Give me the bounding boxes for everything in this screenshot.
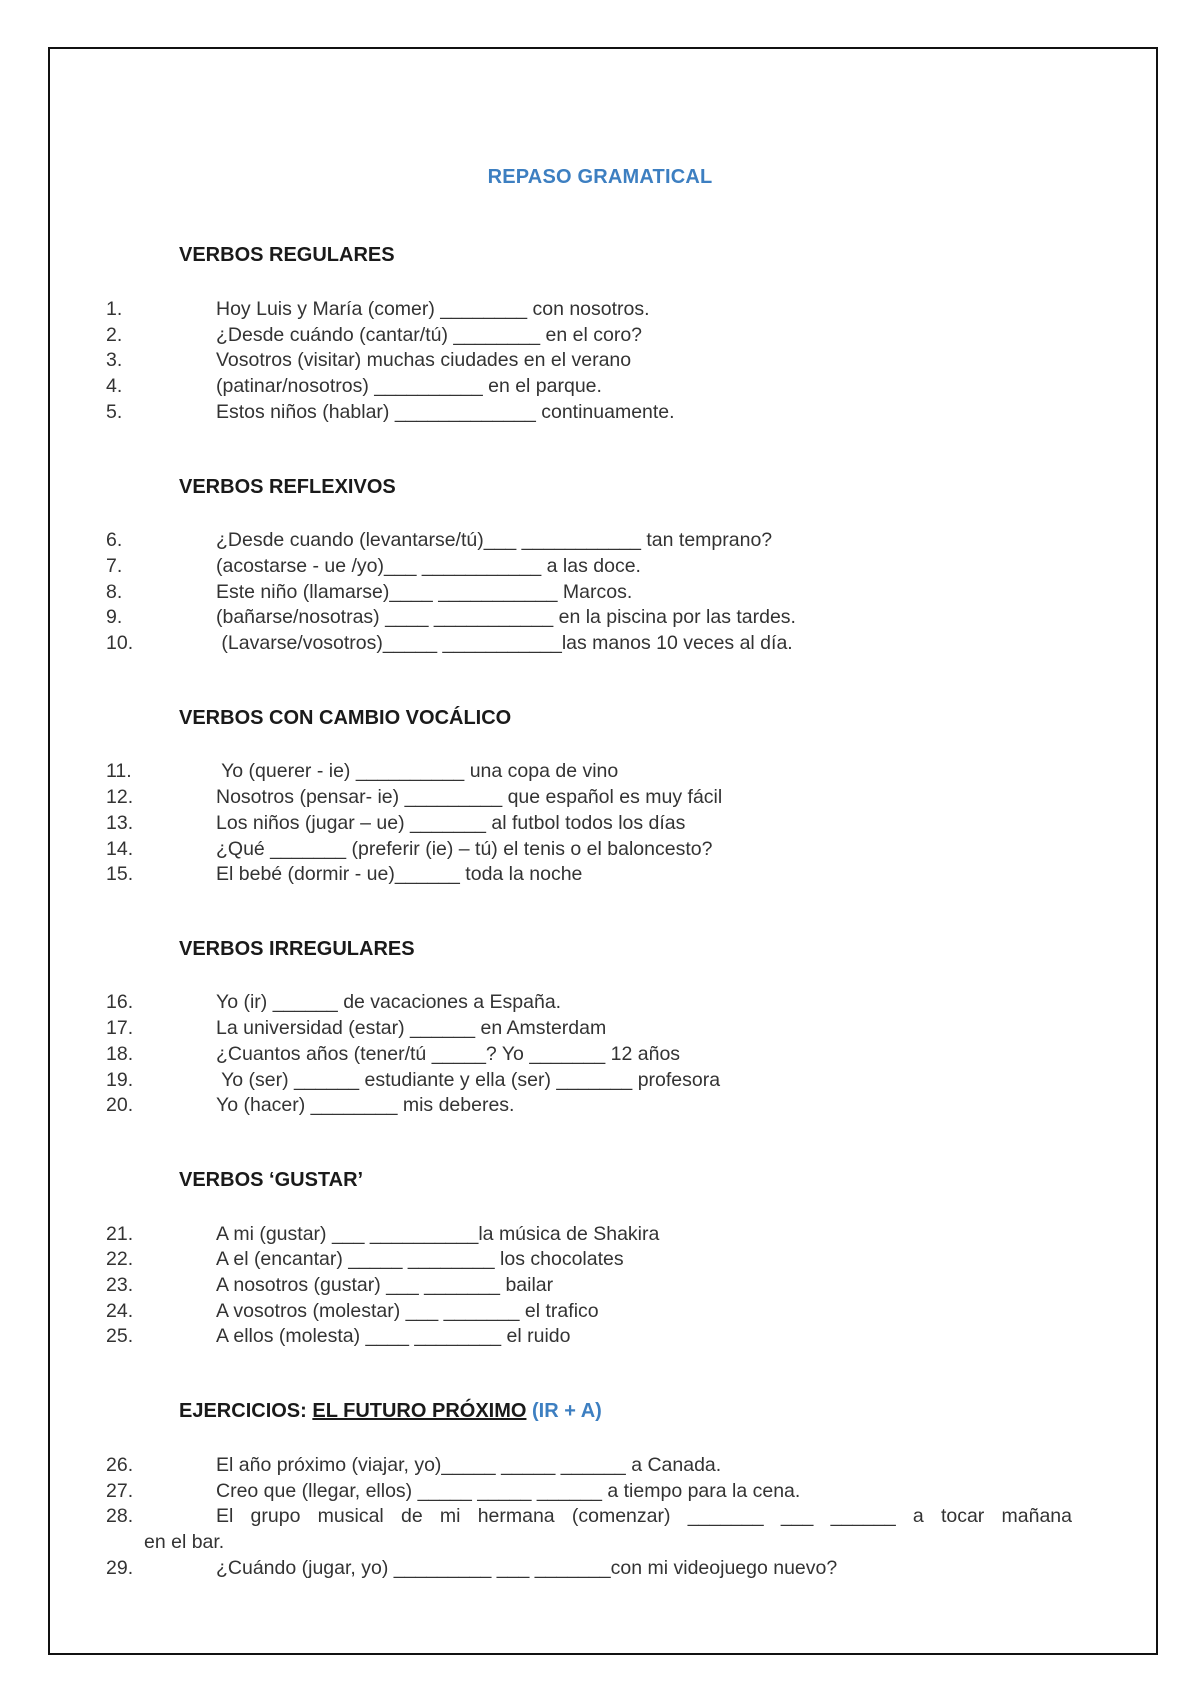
item-text: ¿Desde cuando (levantarse/tú)___ ___________ tan temprano?: [216, 529, 773, 551]
item-number: 27.: [106, 1480, 134, 1502]
item-number: 6.: [106, 529, 123, 551]
section-heading-verbos-reflexivos: VERBOS REFLEXIVOS: [179, 476, 396, 498]
section-heading-verbos-regulares: VERBOS REGULARES: [179, 244, 395, 266]
item-text: La universidad (estar) ______ en Amsterdam: [216, 1017, 607, 1039]
item-text: (Lavarse/vosotros)_____ ___________las manos 10 veces al día.: [216, 632, 793, 654]
heading-underlined: EL FUTURO PRÓXIMO: [312, 1400, 527, 1422]
item-text: ¿Cuantos años (tener/tú _____? Yo _______ 12 años: [216, 1043, 681, 1065]
item-number: 23.: [106, 1274, 134, 1296]
item-text: Yo (ir) ______ de vacaciones a España.: [216, 991, 562, 1013]
item-text: A nosotros (gustar) ___ _______ bailar: [216, 1274, 554, 1296]
item-text: El grupo musical de mi hermana (comenzar) _______ ___ ______ a tocar mañana: [216, 1505, 1072, 1527]
item-number: 11.: [106, 760, 132, 782]
item-text: Yo (hacer) ________ mis deberes.: [216, 1094, 515, 1116]
item-text: Yo (ser) ______ estudiante y ella (ser) _______ profesora: [216, 1069, 721, 1091]
item-number: 18.: [106, 1043, 134, 1065]
item-text: Vosotros (visitar) muchas ciudades en el verano: [216, 349, 632, 371]
heading-accent: (IR + A): [526, 1400, 602, 1422]
item-number: 13.: [106, 812, 134, 834]
item-number: 10.: [106, 632, 134, 654]
item-text: Creo que (llegar, ellos) _____ _____ ______ a tiempo para la cena.: [216, 1480, 801, 1502]
item-text: A ellos (molesta) ____ ________ el ruido: [216, 1325, 571, 1347]
item-text-continuation: en el bar.: [144, 1531, 225, 1553]
item-text: Yo (querer - ie) __________ una copa de vino: [216, 760, 619, 782]
section-heading-verbos-cambio-vocalico: VERBOS CON CAMBIO VOCÁLICO: [179, 707, 512, 729]
section-heading-verbos-gustar: VERBOS ‘GUSTAR’: [179, 1169, 364, 1191]
item-number: 29.: [106, 1557, 134, 1579]
section-heading-verbos-irregulares: VERBOS IRREGULARES: [179, 938, 415, 960]
item-number: 5.: [106, 401, 123, 423]
item-number: 20.: [106, 1094, 134, 1116]
item-number: 19.: [106, 1069, 134, 1091]
item-number: 17.: [106, 1017, 134, 1039]
item-number: 21.: [106, 1223, 134, 1245]
item-number: 9.: [106, 606, 123, 628]
item-text: ¿Qué _______ (preferir (ie) – tú) el tenis o el baloncesto?: [216, 838, 713, 860]
item-number: 25.: [106, 1325, 134, 1347]
item-text: Nosotros (pensar- ie) _________ que español es muy fácil: [216, 786, 723, 808]
item-number: 15.: [106, 863, 134, 885]
item-text: Hoy Luis y María (comer) ________ con nosotros.: [216, 298, 650, 320]
item-number: 3.: [106, 349, 123, 371]
item-number: 14.: [106, 838, 134, 860]
item-text: A vosotros (molestar) ___ _______ el trafico: [216, 1300, 599, 1322]
item-number: 8.: [106, 581, 123, 603]
item-text: A el (encantar) _____ ________ los chocolates: [216, 1248, 624, 1270]
heading-prefix: EJERCICIOS:: [179, 1400, 313, 1422]
item-text: (patinar/nosotros) __________ en el parque.: [216, 375, 602, 397]
item-text: ¿Desde cuándo (cantar/tú) ________ en el coro?: [216, 324, 643, 346]
document-title: REPASO GRAMATICAL: [487, 166, 713, 188]
item-number: 22.: [106, 1248, 134, 1270]
item-text: ¿Cuándo (jugar, yo) _________ ___ _______con mi videojuego nuevo?: [216, 1557, 838, 1579]
item-text: Estos niños (hablar) _____________ continuamente.: [216, 401, 675, 423]
item-number: 1.: [106, 298, 123, 320]
item-number: 4.: [106, 375, 123, 397]
item-text: (acostarse - ue /yo)___ ___________ a las doce.: [216, 555, 641, 577]
item-number: 26.: [106, 1454, 134, 1476]
item-text: El año próximo (viajar, yo)_____ _____ ______ a Canada.: [216, 1454, 722, 1476]
item-text: Este niño (llamarse)____ ___________ Marcos.: [216, 581, 633, 603]
item-text: A mi (gustar) ___ __________la música de Shakira: [216, 1223, 660, 1245]
item-text: Los niños (jugar – ue) _______ al futbol todos los días: [216, 812, 686, 834]
item-number: 24.: [106, 1300, 134, 1322]
item-number: 2.: [106, 324, 123, 346]
item-number: 12.: [106, 786, 134, 808]
item-text: El bebé (dormir - ue)______ toda la noche: [216, 863, 583, 885]
item-number: 28.: [106, 1505, 134, 1527]
item-number: 7.: [106, 555, 123, 577]
item-number: 16.: [106, 991, 134, 1013]
section-heading-futuro-proximo: [179, 1400, 602, 1423]
item-text: (bañarse/nosotras) ____ ___________ en la piscina por las tardes.: [216, 606, 796, 628]
